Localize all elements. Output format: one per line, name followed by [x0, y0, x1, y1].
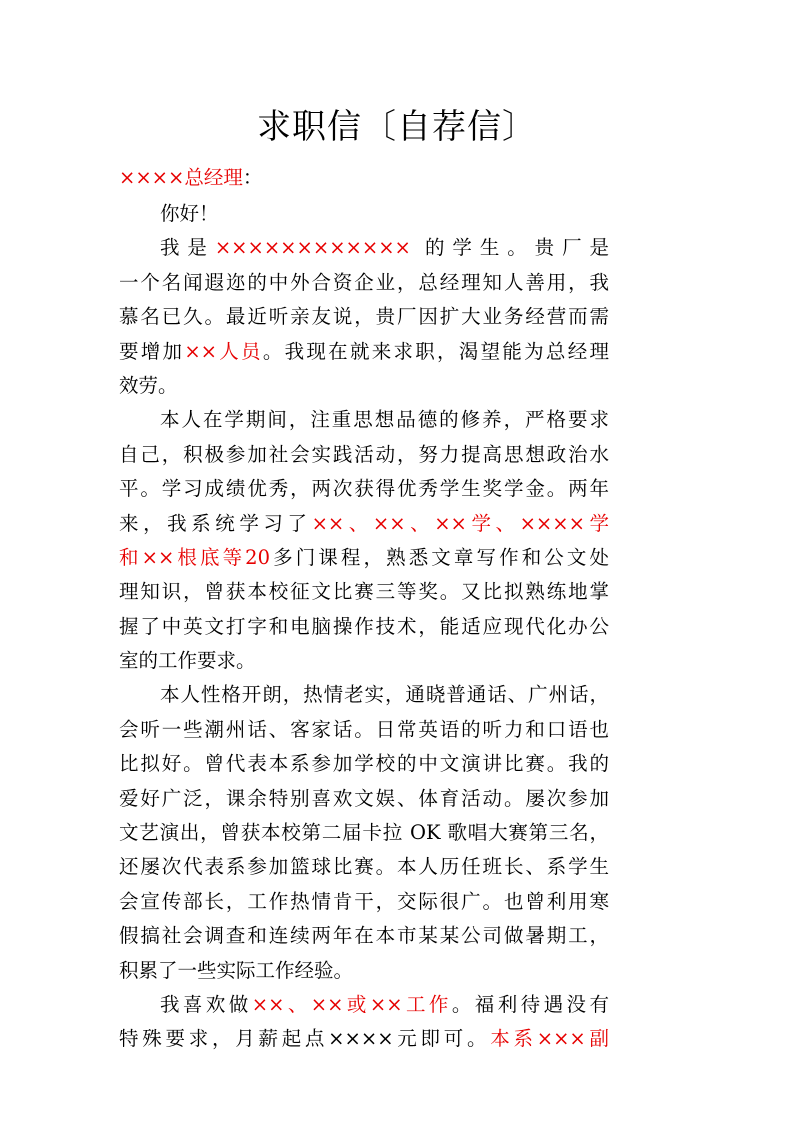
line-text: 的学生。贵厂是 [410, 236, 609, 260]
line-text: 还屡次代表系参加篮球比赛。本人历任班长、系学生 [119, 855, 609, 879]
text-line [119, 231, 609, 265]
document-title: 求职信〔自荐信〕 [257, 107, 537, 147]
placeholder-text: ××人员 [184, 339, 263, 363]
line-text: 我是 [160, 236, 215, 260]
text-line [119, 816, 609, 850]
placeholder-text: 和××根底等20 [119, 545, 270, 569]
line-text: 本人在学期间，注重思想品德的修养，严格要求 [160, 408, 609, 432]
line-text: 慕名已久。最近听亲友说，贵厂因扩大业务经营而需 [119, 305, 609, 329]
text-line [119, 403, 609, 437]
line-text: 我喜欢做 [160, 992, 252, 1016]
text-line [119, 782, 609, 816]
salutation-colon: ： [242, 166, 263, 189]
line-text: 一个名闻遐迩的中外合资企业，总经理知人善用，我 [119, 270, 609, 294]
placeholder-text: 本系×××副 [490, 1027, 609, 1051]
text-line [119, 541, 609, 575]
line-text: 你好！ [160, 202, 219, 225]
line-text: 效劳。 [119, 373, 178, 397]
text-line [119, 678, 609, 712]
text-line [119, 610, 609, 644]
line-text: 比拟好。曾代表本系参加学校的中文演讲比赛。我的 [119, 752, 609, 776]
text-line [119, 472, 609, 506]
text-line [119, 954, 609, 988]
line-text: 会宣传部长，工作热情肯干，交际很广。也曾利用寒 [119, 889, 609, 913]
text-line [119, 988, 609, 1022]
line-text: 要增加 [119, 339, 185, 363]
salutation [119, 164, 262, 192]
line-text: 握了中英文打字和电脑操作技术，能适应现代化办公 [119, 614, 609, 638]
text-line [119, 644, 609, 678]
placeholder-text: ×××××××××××× [214, 236, 411, 260]
text-line [119, 438, 609, 472]
text-line [119, 850, 609, 884]
line-text: 理知识，曾获本校征文比赛三等奖。又比拟熟练地掌 [119, 580, 609, 604]
salutation-name: ××××总经理 [119, 166, 243, 189]
text-line [119, 747, 609, 781]
placeholder-text: ××、××或××工作 [251, 992, 452, 1016]
line-text: 自己，积极参加社会实践活动，努力提高思想政治水 [119, 442, 609, 466]
line-text: 特殊要求，月薪起点××××元即可。 [119, 1027, 491, 1051]
letter-body [119, 197, 609, 1057]
line-text: 假搞社会调查和连续两年在本市某某公司做暑期工， [119, 924, 609, 948]
text-line [119, 300, 609, 334]
line-text: 本人性格开朗，热情老实，通晓普通话、广州话， [160, 683, 609, 707]
line-text: 来，我系统学习了 [119, 511, 312, 535]
line-text: 。福利待遇没有 [451, 992, 609, 1016]
line-text: 平。学习成绩优秀，两次获得优秀学生奖学金。两年 [119, 477, 609, 501]
line-text: 积累了一些实际工作经验。 [119, 958, 354, 982]
text-line [119, 885, 609, 919]
text-line [119, 507, 609, 541]
line-text: 多门课程，熟悉文章写作和公文处 [270, 545, 609, 569]
text-line [119, 197, 609, 231]
text-line [119, 369, 609, 403]
line-text: 室的工作要求。 [119, 649, 256, 673]
line-text: 。我现在就来求职，渴望能为总经理 [262, 339, 609, 363]
line-text: 会听一些潮州话、客家话。日常英语的听力和口语也 [119, 717, 609, 741]
placeholder-text: ××、××、××学、××××学 [311, 511, 609, 535]
line-text: 文艺演出，曾获本校第二届卡拉 OK 歌唱大赛第三名， [119, 821, 609, 845]
text-line [119, 335, 609, 369]
text-line [119, 575, 609, 609]
text-line [119, 919, 609, 953]
line-text: 爱好广泛，课余特别喜欢文娱、体育活动。屡次参加 [119, 786, 609, 810]
text-line [119, 266, 609, 300]
text-line [119, 1022, 609, 1056]
text-line [119, 713, 609, 747]
